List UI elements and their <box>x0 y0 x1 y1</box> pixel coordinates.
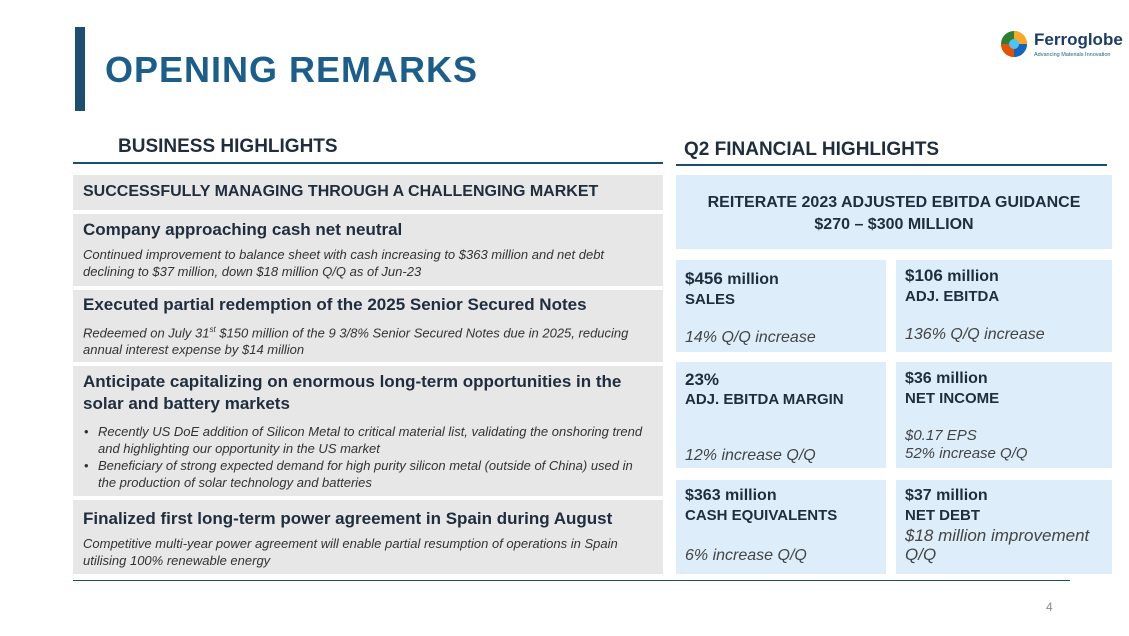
metric-label: ADJ. EBITDA <box>905 288 1000 305</box>
metric-card-cash <box>676 480 886 574</box>
business-item-solar <box>73 366 663 496</box>
business-item-title: Executed partial redemption of the 2025 Senior Secured Notes <box>83 295 587 314</box>
business-item-desc: Continued improvement to balance sheet with cash increasing to $363 million and net debt declining to $37 million, down $18 million Q/Q as of Jun-23 <box>83 247 605 279</box>
financial-heading-rule <box>676 164 1107 166</box>
metric-card-adj-ebitda <box>896 260 1112 352</box>
business-item-redemption <box>73 290 663 362</box>
business-highlights-heading: BUSINESS HIGHLIGHTS <box>118 136 338 157</box>
metric-note: $18 million improvement Q/Q <box>905 526 1090 564</box>
metric-note-2: 52% increase Q/Q <box>905 445 1028 462</box>
business-item-desc: Redeemed on July 31st $150 million of the 9 3/8% Senior Secured Notes due in 2025, reducing annual interest expense by $14 million <box>83 325 629 358</box>
metric-note: 14% Q/Q increase <box>685 329 816 346</box>
metric-label: ADJ. EBITDA MARGIN <box>685 391 844 408</box>
logo-name: Ferroglobe <box>1034 30 1123 49</box>
company-logo <box>1000 28 1123 62</box>
list-item: • Beneficiary of strong expected demand for high purity silicon metal (outside of China) used in the production of solar technology and batteries <box>98 457 653 491</box>
metric-label: NET DEBT <box>905 507 980 524</box>
page-number: 4 <box>1046 600 1053 614</box>
guidance-line-1: REITERATE 2023 ADJUSTED EBITDA GUIDANCE <box>707 194 1081 211</box>
page-title: OPENING REMARKS <box>105 49 479 90</box>
financial-highlights-heading: Q2 FINANCIAL HIGHLIGHTS <box>684 139 940 160</box>
metric-note: 6% increase Q/Q <box>685 547 807 564</box>
metric-note: 12% increase Q/Q <box>685 447 816 464</box>
list-item: • Recently US DoE addition of Silicon Metal to critical material list, validating the onshoring trend and highlighting our opportunity in the US market <box>98 423 653 457</box>
metric-card-ebitda-margin <box>676 362 886 468</box>
business-item-title: Company approaching cash net neutral <box>83 220 403 239</box>
metric-label: CASH EQUIVALENTS <box>685 507 838 524</box>
guidance-line-2: $270 – $300 MILLION <box>814 216 974 233</box>
metric-value: $456 million <box>685 269 779 288</box>
business-heading-rule <box>73 162 663 164</box>
title-accent-bar <box>75 27 85 111</box>
metric-label: SALES <box>685 291 736 308</box>
business-item-cash <box>73 214 663 286</box>
business-item-power <box>73 500 663 574</box>
globe-logo-icon <box>1000 30 1028 58</box>
metric-card-net-debt <box>896 480 1112 574</box>
metric-value: $106 million <box>905 266 999 285</box>
metric-card-sales <box>676 260 886 352</box>
metric-value: $37 million <box>905 487 988 504</box>
metric-card-net-income <box>896 362 1112 468</box>
guidance-box <box>676 175 1112 249</box>
logo-tagline: Advancing Materials Innovation <box>1034 52 1111 58</box>
metric-value: 23% <box>685 370 720 389</box>
business-item-title: Anticipate capitalizing on enormous long-term opportunities in the solar and battery markets <box>83 372 622 413</box>
business-bullet-list <box>83 423 653 491</box>
metric-note: 136% Q/Q increase <box>905 326 1045 343</box>
business-banner-text: SUCCESSFULLY MANAGING THROUGH A CHALLENGING MARKET <box>83 183 599 200</box>
metric-note: $0.17 EPS <box>905 427 977 444</box>
metric-value: $36 million <box>905 370 988 387</box>
metric-value: $363 million <box>685 487 777 504</box>
business-banner <box>73 175 663 210</box>
footer-rule <box>73 580 1070 581</box>
metric-label: NET INCOME <box>905 390 1000 407</box>
business-item-desc: Competitive multi-year power agreement will enable partial resumption of operations in Spain utilising 100% renewable energy <box>83 536 618 568</box>
business-item-title: Finalized first long-term power agreement in Spain during August <box>83 509 613 528</box>
